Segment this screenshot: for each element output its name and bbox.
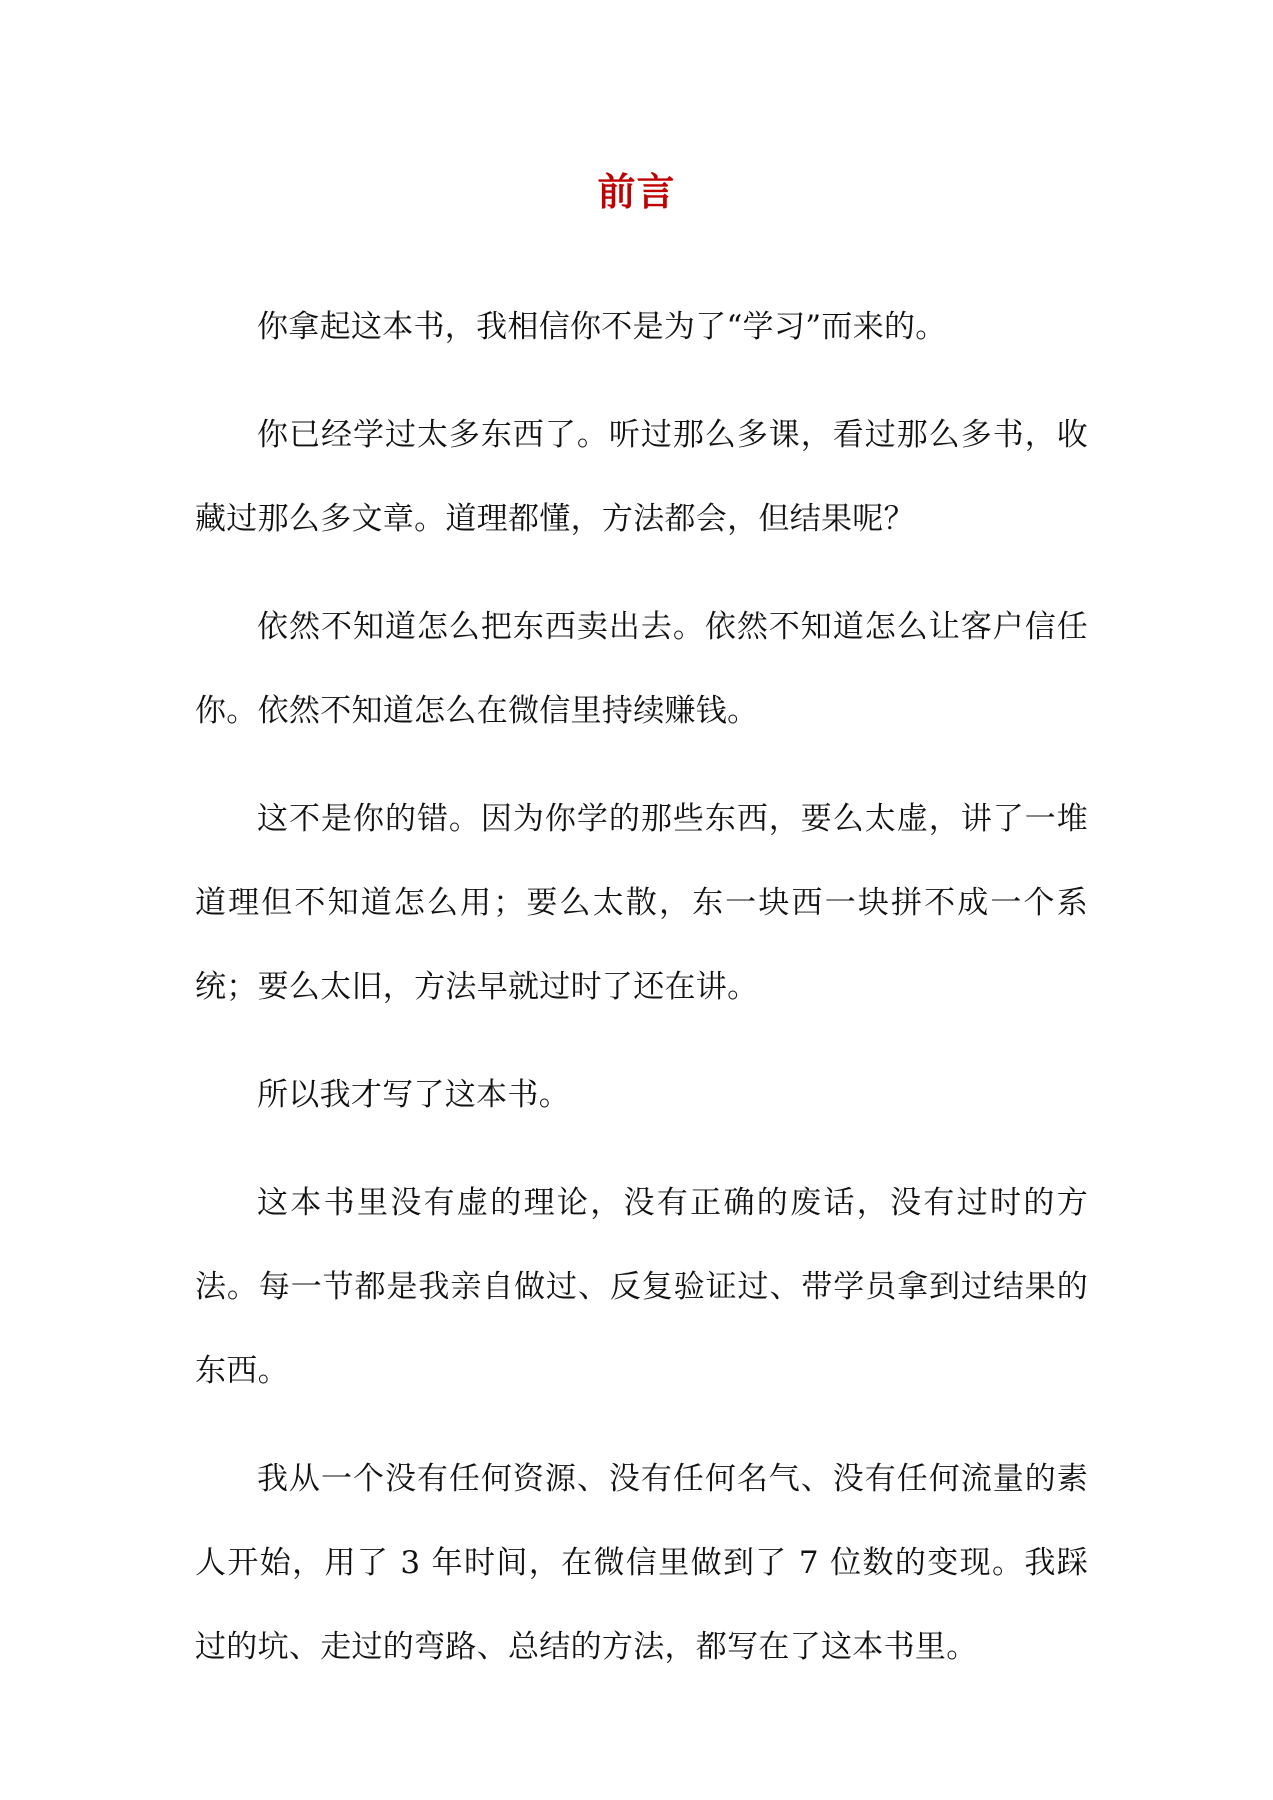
paragraph-3: 依然不知道怎么把东西卖出去。依然不知道怎么让客户信任你。依然不知道怎么在微信里持续赚钱。 <box>195 609 1088 729</box>
paragraph-5: 所以我才写了这本书。 <box>257 1077 570 1113</box>
paragraph-4: 这不是你的错。因为你学的那些东西，要么太虚，讲了一堆道理但不知道怎么用；要么太散，东一块西一块拼不成一个系统；要么太旧，方法早就过时了还在讲。 <box>195 801 1088 1005</box>
paragraph-7: 我从一个没有任何资源、没有任何名气、没有任何流量的素人开始，用了 3 年时间，在微信里做到了 7 位数的变现。我踩过的坑、走过的弯路、总结的方法，都写在了这本书里。 <box>195 1461 1088 1665</box>
paragraph-6: 这本书里没有虚的理论，没有正确的废话，没有过时的方法。每一节都是我亲自做过、反复验证过、带学员拿到过结果的东西。 <box>195 1185 1088 1389</box>
paragraph-1: 你拿起这本书，我相信你不是为了“学习”而来的。 <box>257 309 947 345</box>
page-title: 前言 <box>597 169 676 214</box>
paragraph-2: 你已经学过太多东西了。听过那么多课，看过那么多书，收藏过那么多文章。道理都懂，方法都会，但结果呢？ <box>195 417 1088 537</box>
body-text <box>195 285 1088 1713</box>
